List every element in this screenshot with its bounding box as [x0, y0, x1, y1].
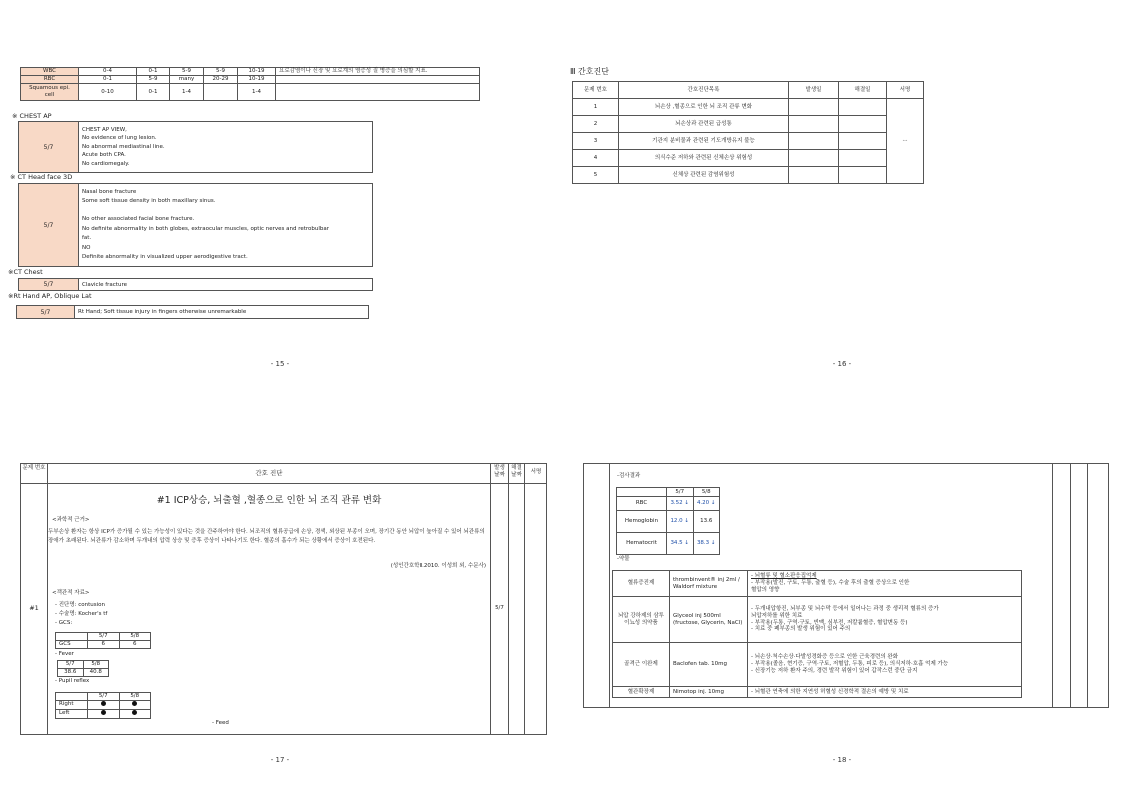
section-title: Ⅲ 간호진단 — [570, 67, 609, 76]
lab-value: many — [170, 76, 204, 84]
table-row — [573, 116, 924, 133]
fever-label: - Fever — [55, 651, 74, 657]
table-row: 뇌압 강하제의 삼투 이뇨성 의약품 Glyceol inj 500ml (fructose, Glycerin, NaCl) - 두개내압항진, 뇌부종 및 뇌수막 등에서 일어나는 과정 중 생리적 혈류의 증가 뇌압저하를 위한 치료 - 부작용(두통, 구역·구토, 빈맥, 심부전, 저칼륨혈증, 혈압변동 등) - 치료 중 폐부종의 발생 위험이 있어 주의 — [613, 597, 1022, 643]
ct-head-table — [18, 183, 373, 267]
table-row: 혈관확장제 Nimotop inj. 10mg - 뇌혈관 연축에 의한 지연성 허혈성 신경학적 결손의 예방 및 치료 — [613, 687, 1022, 698]
lab-note: 요로감염이나 신장 및 요로계의 염증성 질 병증을 의심할 지표. — [276, 68, 480, 76]
lab-note — [276, 84, 480, 101]
start-date: 5/7 — [495, 605, 504, 611]
ct-chest-table — [18, 278, 373, 291]
page-number: - 17 - — [270, 756, 290, 764]
gcs-table: 5/7 5/8 GCS 6 6 — [55, 632, 151, 649]
page-number: - 18 - — [832, 756, 852, 764]
table-row — [573, 133, 924, 150]
table-row — [573, 167, 924, 184]
hand-table — [16, 305, 369, 319]
lab-value: 10-19 — [238, 68, 276, 76]
list-item: - 수술명: Kocher's tf — [55, 610, 108, 617]
lab-value: 20-29 — [204, 76, 238, 84]
lab-heading: -검사결과 — [617, 473, 641, 479]
dx-text: 뇌손상과 관련된 급성통 — [619, 116, 789, 133]
dx-text: 뇌손상 ,혈종으로 인한 뇌 조직 관류 변화 — [619, 99, 789, 116]
col-header: 발생일 — [789, 82, 839, 99]
problem-number: #1 — [29, 604, 39, 612]
ct-head-title: ※ CT Head face 3D — [10, 173, 73, 181]
lab-note — [276, 76, 480, 84]
page-number: - 15 - — [270, 360, 290, 368]
chest-ap-table — [18, 121, 373, 173]
fever-table: 5/7 5/8 38.6 40.8 — [57, 660, 109, 677]
dx-number: 5 — [573, 167, 619, 184]
lab-value: 0-4 — [79, 68, 137, 76]
col-header: 해결일 — [839, 82, 887, 99]
lab-value: 0-1 — [137, 68, 170, 76]
dx-text: 의식수준 저하와 관련된 신체손상 위험성 — [619, 150, 789, 167]
pupil-label: - Pupil reflex — [55, 678, 90, 684]
drug-heading: -약물 — [617, 556, 630, 562]
dx-text: 기관지 분비물과 관련된 기도개방유지 불능 — [619, 133, 789, 150]
list-item: - 진단명: contusion — [55, 602, 106, 608]
pupil-dot-icon — [101, 701, 106, 706]
lab-name: WBC — [21, 68, 79, 76]
pupil-table: 5/7 5/8 Right Left — [55, 692, 151, 719]
basis-heading: <과학적 근거> — [52, 517, 90, 523]
signature-cell: ··· — [887, 99, 924, 184]
drug-table — [612, 570, 1022, 698]
chest-ap-title: ※ CHEST AP — [12, 112, 52, 120]
citation: (성인간호학Ⅱ.2010. 이성희 외, 수문사) — [390, 563, 486, 569]
lab-value: 1-4 — [238, 84, 276, 101]
lab-value: 0-1 — [79, 76, 137, 84]
dx-number: 2 — [573, 116, 619, 133]
exam-date: 5/7 — [17, 306, 75, 319]
col-header: 간호진단목록 — [619, 82, 789, 99]
lab-name: Squamous epi. cell — [21, 84, 79, 101]
col-header: 문제 번호 — [573, 82, 619, 99]
exam-findings: Rt Hand; Soft tissue injury in fingers otherwise unremarkable — [75, 306, 369, 319]
nursing-dx-list-table — [572, 81, 924, 184]
ct-chest-title: ※CT Chest — [8, 268, 43, 276]
lab-name: RBC — [21, 76, 79, 84]
list-item: - GCS: — [55, 619, 73, 626]
lab-value: 10-19 — [238, 76, 276, 84]
col-header: 서명 — [887, 82, 924, 99]
pupil-dot-icon — [101, 710, 106, 715]
lab-value: 1-4 — [170, 84, 204, 101]
col-header-start: 발생 날짜 — [494, 465, 505, 478]
dx-number: 1 — [573, 99, 619, 116]
col-header-no: 문제 번호 — [22, 465, 46, 471]
page-number: - 16 - — [832, 360, 852, 368]
exam-date: 5/7 — [19, 184, 79, 267]
table-row — [573, 150, 924, 167]
table-row — [21, 84, 480, 101]
lab-value: 0-1 — [137, 84, 170, 101]
objective-list — [55, 601, 107, 627]
objective-heading: <객관적 자료> — [52, 590, 90, 596]
lab-value: 5-9 — [137, 76, 170, 84]
table-row: 혈류증진제 thrombinvent® inj 2ml / Waldorf mixture - 뇌혈류 및 혈소판응집억제 - 부작용(발진, 구토, 두통, 출혈 등), 수술 후의 출혈 증상으로 인한 혈압의 영향 — [613, 571, 1022, 597]
pupil-dot-icon — [132, 710, 137, 715]
table-header — [573, 82, 924, 99]
col-header-sign: 서명 — [530, 469, 542, 475]
feed-label: - Feed — [212, 720, 229, 726]
col-header-end: 해결 날짜 — [511, 465, 522, 478]
dx-number: 4 — [573, 150, 619, 167]
lab-value: 5-9 — [170, 68, 204, 76]
dx-number: 3 — [573, 133, 619, 150]
diagnosis-title: #1 ICP상승, 뇌출혈 ,혈종으로 인한 뇌 조직 관류 변화 — [156, 495, 382, 506]
exam-findings: CHEST AP VIEW, No evidence of lung lesion. No abnormal mediastinal line. Acute both CPA. No cardiomegaly. — [79, 122, 373, 173]
lab-value: 5-9 — [204, 68, 238, 76]
exam-date: 5/7 — [19, 122, 79, 173]
table-row — [573, 99, 924, 116]
col-header-dx: 간호 진단 — [255, 469, 283, 477]
pupil-dot-icon — [132, 701, 137, 706]
cbc-table: 5/7 5/8 RBC 3.52 ↓ 4.20 ↓ Hemoglobin 12.0 ↓ 13.6 Hematocrit 34.5 ↓ 38.3 ↓ — [616, 487, 720, 555]
exam-findings: Nasal bone fracture Some soft tissue density in both maxillary sinus. No other associated facial bone fracture. No definite abnormality in both globes, extraocular muscles, optic nerves and retrobulbar fat. NO Definite abnormality in visualized upper aerodigestive tract. — [79, 184, 373, 267]
hand-title: ※Rt Hand AP, Oblique Lat — [8, 292, 92, 300]
basis-text: 두부손상 환자는 항상 ICP가 증가될 수 있는 가능성이 있다는 것을 간주하여야 한다. 뇌조직의 혈류공급에 손상, 경색, 외상된 부종이 오며, 장기간 동안 뇌압이 높아질 수 있어 뇌관류의 장애가 초래된다. 뇌관류가 감소하며 두개내의 압력 상승 및 증후 증상이 나타나기도 한다. 혈종의 흡수가 되는 상황에서 증상이 호전된다. — [48, 529, 485, 544]
exam-findings: Clavicle fracture — [79, 279, 373, 291]
table-row — [21, 76, 480, 84]
lab-value: 0-10 — [79, 84, 137, 101]
lab-value — [204, 84, 238, 101]
urinalysis-table — [20, 67, 480, 101]
table-row: 골격근 이완제 Baclofen tab. 10mg - 뇌손상·척수손상·다발성경화증 등으로 인한 근육경련의 완화 - 부작용(졸음, 현기증, 구역·구토, 저혈압, 두통, 피로 등), 의식저하·호흡 억제 가능 - 신장기능 저하 환자 주의, 경련 발작 위험이 있어 갑작스런 중단 금지 — [613, 643, 1022, 687]
exam-date: 5/7 — [19, 279, 79, 291]
table-row — [21, 68, 480, 76]
dx-text: 신체상 관련된 감염위험성 — [619, 167, 789, 184]
